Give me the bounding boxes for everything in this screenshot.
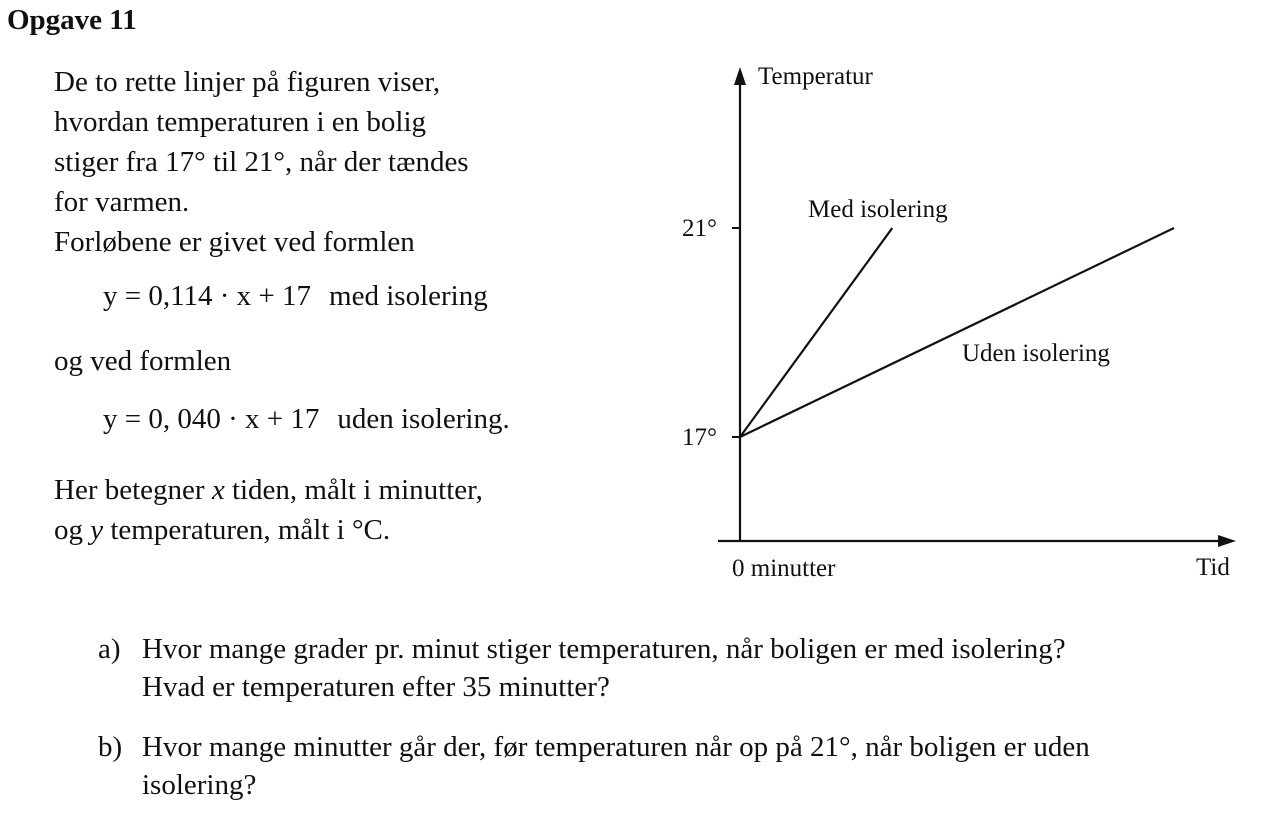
y-axis-label: Temperatur: [758, 63, 873, 90]
question-body: [142, 728, 1090, 804]
line-with-insulation: [740, 228, 892, 437]
question-body: [142, 630, 1066, 706]
intro-line: stiger fra 17° til 21°, når der tændes: [54, 146, 469, 178]
text-fragment: temperaturen, målt i °C.: [103, 514, 391, 546]
variable-y: y: [90, 514, 104, 546]
temperature-graph: [660, 55, 1260, 595]
question-line: Hvor mange minutter går der, før temperaturen når op på 21°, når boligen er uden: [142, 731, 1090, 763]
intro-line: De to rette linjer på figuren viser,: [54, 66, 441, 98]
question-a: [98, 630, 1258, 706]
intro-text: [54, 62, 654, 262]
series-label-with-insulation: Med isolering: [808, 196, 948, 223]
formula-label: uden isolering.: [337, 403, 510, 435]
question-letter: b): [98, 731, 123, 763]
question-line: Hvor mange grader pr. minut stiger temperaturen, når boligen er med isolering?: [142, 633, 1066, 665]
intro-line: hvordan temperaturen i en bolig: [54, 106, 427, 138]
y-tick-label-17: 17°: [682, 424, 717, 451]
intro-line: for varmen.: [54, 186, 190, 218]
formula-expression: y = 0,114 · x + 17: [103, 280, 312, 312]
question-line: Hvad er temperaturen efter 35 minutter?: [142, 671, 610, 703]
y-axis-arrow-icon: [734, 67, 746, 85]
intro-line: Forløbene er givet ved formlen: [54, 226, 415, 258]
explanation-line: [54, 470, 674, 510]
x-axis-arrow-icon: [1218, 535, 1236, 547]
question-list: [98, 630, 1258, 826]
line-without-insulation: [740, 228, 1174, 437]
question-letter: a): [98, 633, 121, 665]
variable-explanation: [54, 470, 674, 550]
x-axis-label: Tid: [1196, 554, 1230, 581]
formula-with-insulation: [103, 280, 488, 313]
text-fragment: Her betegner: [54, 474, 212, 506]
exercise-title: Opgave 11: [7, 4, 137, 36]
variable-x: x: [211, 474, 225, 506]
between-text: og ved formlen: [54, 345, 232, 377]
text-fragment: og: [54, 514, 91, 546]
text-fragment: tiden, målt i minutter,: [224, 474, 483, 506]
question-line: isolering?: [142, 769, 257, 801]
explanation-line: [54, 510, 674, 550]
formula-without-insulation: [103, 403, 510, 436]
formula-label: med isolering: [329, 280, 488, 312]
question-b: [98, 728, 1258, 804]
series-label-without-insulation: Uden isolering: [962, 340, 1110, 367]
x-origin-label: 0 minutter: [732, 555, 836, 582]
formula-expression: y = 0, 040 · x + 17: [103, 403, 320, 435]
y-tick-label-21: 21°: [682, 215, 717, 242]
